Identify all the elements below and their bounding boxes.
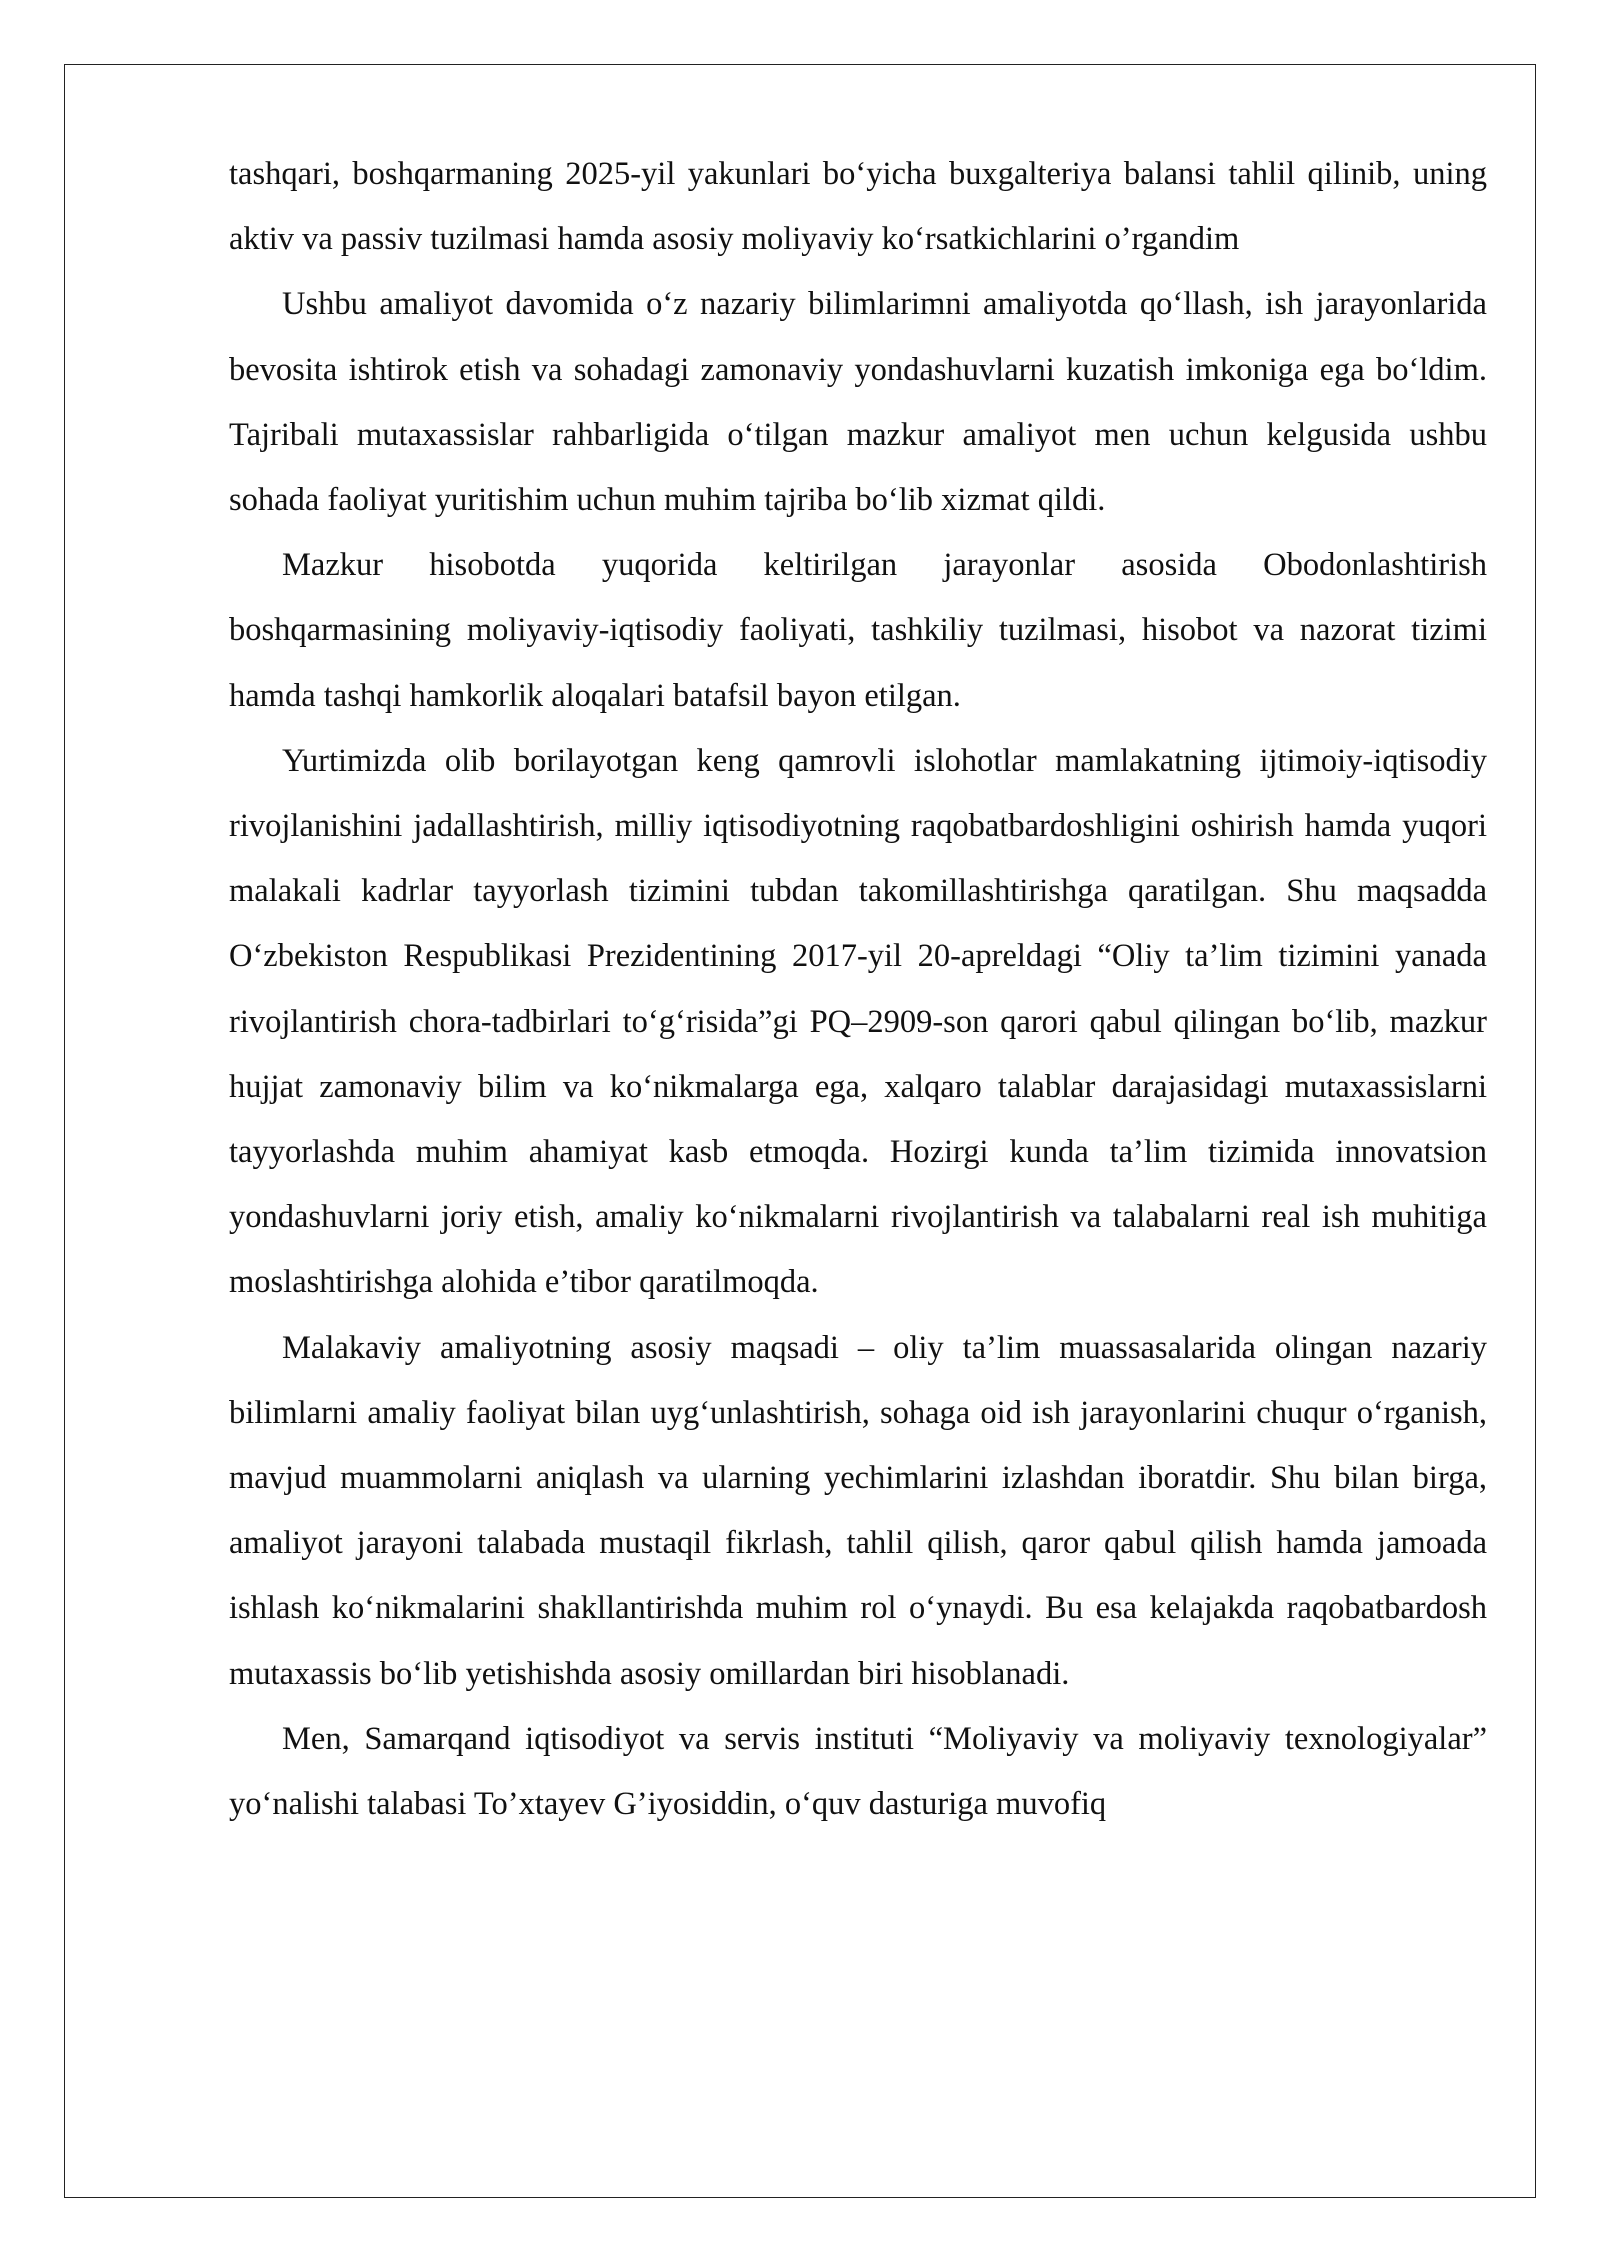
paragraph-3: Mazkur hisobotda yuqorida keltirilgan jarayonlar asosida Obodonlashtirish boshqarmasining moliyaviy-iqtisodiy faoliyati, tashkiliy tuzilmasi, hisobot va nazorat tizimi hamda tashqi hamkorlik aloqalari batafsil bayon etilgan.: [229, 547, 1487, 714]
paragraph-1: tashqari, boshqarmaning 2025-yil yakunlari bo‘yicha buxgalteriya balansi tahlil qilinib, uning aktiv va passiv tuzilmasi hamda asosiy moliyaviy ko‘rsatkichlarini o’rgandim: [229, 156, 1487, 258]
paragraph-6: Men, Samarqand iqtisodiyot va servis instituti “Moliyaviy va moliyaviy texnologiyalar” yo‘nalishi talabasi To’xtayev G’iyosiddin, o‘quv dasturiga muvofiq: [229, 1720, 1487, 1823]
paragraph-4: Yurtimizda olib borilayotgan keng qamrovli islohotlar mamlakatning ijtimoiy-iqtisodiy rivojlanishini jadallashtirish, milliy iqtisodiyotning raqobatbardoshligini oshirish hamda yuqori malakali kadrlar tayyorlash tizimini tubdan takomillashtirishga qaratilgan. Shu maqsadda O‘zbekiston Respublikasi Prezidentining 2017-yil 20-apreldagi “Oliy ta’lim tizimini yanada rivojlantirish chora-tadbirlari to‘g‘risida”gi PQ–2909-son qarori qabul qilingan bo‘lib, mazkur hujjat zamonaviy bilim va ko‘nikmalarga ega, xalqaro talablar darajasidagi mutaxassislarni tayyorlashda muhim ahamiyat kasb etmoqda. Hozirgi kunda ta’lim tizimida innovatsion yondashuvlarni joriy etish, amaliy ko‘nikmalarni rivojlantirish va talabalarni real ish muhitiga moslashtirishga alohida e’tibor qaratilmoqda.: [229, 742, 1487, 1301]
paragraph-2: Ushbu amaliyot davomida o‘z nazariy bilimlarimni amaliyotda qo‘llash, ish jarayonlarida bevosita ishtirok etish va sohadagi zamonaviy yondashuvlarni kuzatish imkoniga ega bo‘ldim. Tajribali mutaxassislar rahbarligida o‘tilgan mazkur amaliyot men uchun kelgusida ushbu sohada faoliyat yuritishim uchun muhim tajriba bo‘lib xizmat qildi.: [229, 286, 1487, 519]
paragraph-5: Malakaviy amaliyotning asosiy maqsadi – oliy ta’lim muassasalarida olingan nazariy bilimlarni amaliy faoliyat bilan uyg‘unlashtirish, sohaga oid ish jarayonlarini chuqur o‘rganish, mavjud muammolarni aniqlash va ularning yechimlarini izlashdan iboratdir. Shu bilan birga, amaliyot jarayoni talabada mustaqil fikrlash, tahlil qilish, qaror qabul qilish hamda jamoada ishlash ko‘nikmalarini shakllantirishda muhim rol o‘ynaydi. Bu esa kelajakda raqobatbardosh mutaxassis bo‘lib yetishishda asosiy omillardan biri hisoblanadi.: [229, 1329, 1487, 1692]
document-body: [229, 142, 1487, 1837]
